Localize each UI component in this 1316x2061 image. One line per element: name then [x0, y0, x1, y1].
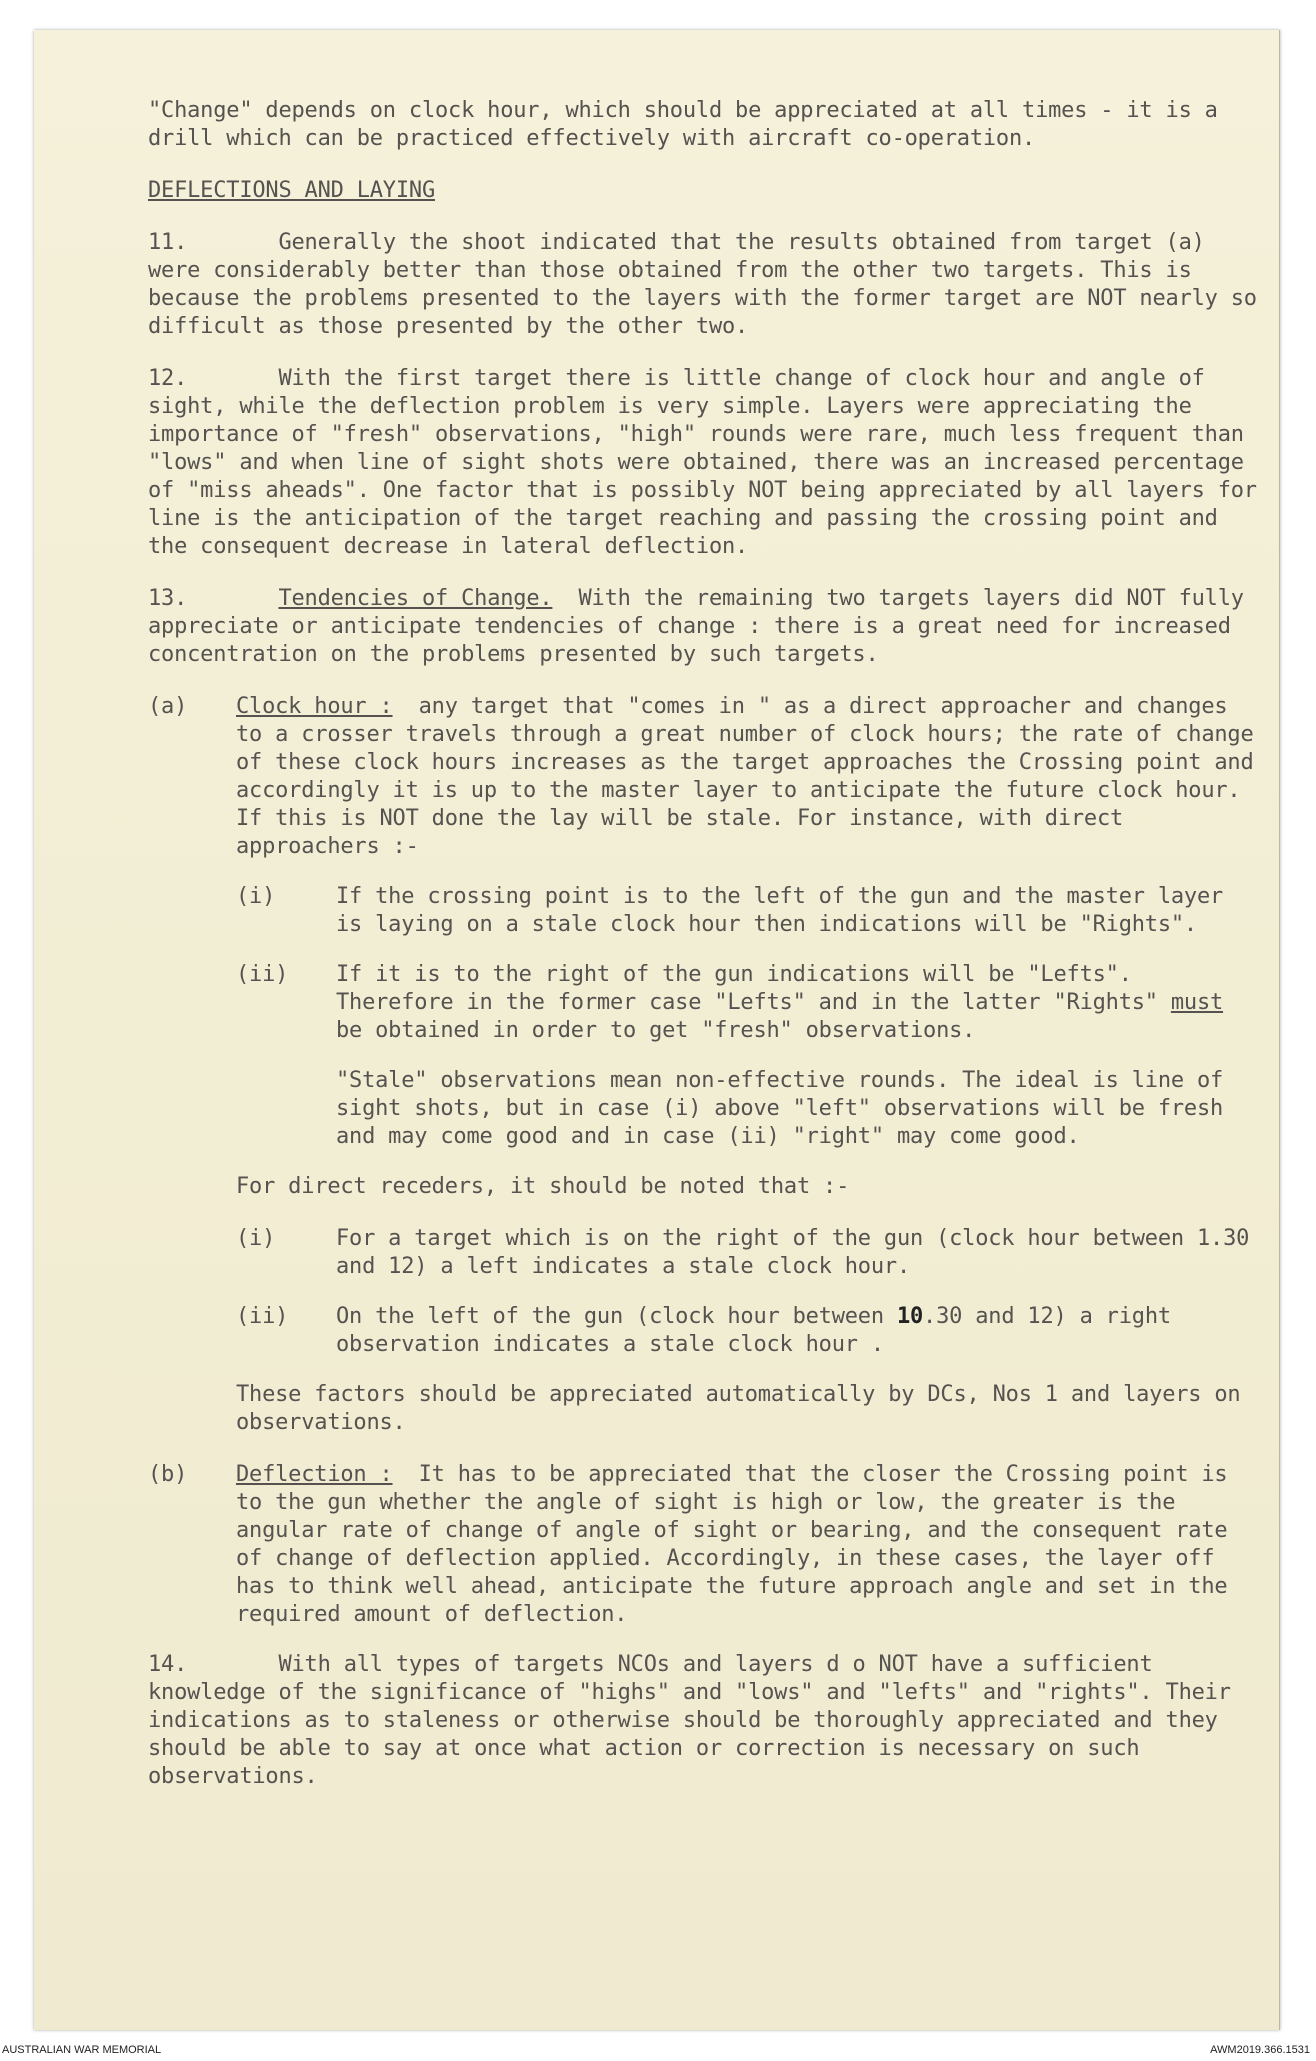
item-body [236, 693, 1258, 861]
item-text-post: .30 and 12) a right observation indicates a stale clock hour . [336, 1304, 1171, 1357]
item-text: For a target which is on the right of the gun (clock hour between 1.30 and 12) a left indicates a stale clock hour. [336, 1226, 1250, 1279]
footer-left: AUSTRALIAN WAR MEMORIAL [2, 2044, 162, 2056]
item-label: (a) [148, 694, 188, 719]
receder-i [236, 1225, 1258, 1281]
receders-intro: For direct receders, it should be noted that :- [236, 1174, 850, 1199]
item-a-i [236, 883, 1258, 939]
item-text-pre: On the left of the gun (clock hour between [336, 1304, 884, 1329]
item-title: Clock hour : [236, 694, 393, 719]
paragraph-number: 14. [148, 1652, 188, 1677]
intro-paragraph: "Change" depends on clock hour, which should be appreciated at all times - it is a drill which can be practiced effectively with aircraft co-operation. [148, 98, 1218, 151]
paragraph-text: With all types of targets NCOs and layers d o NOT have a sufficient knowledge of the significance of "highs" and "lows" and "lefts" and "rights". Their indications as to staleness or otherwise should be thoroughly appreciated and they should be able to say at once what action or correction is necessary on such observations. [148, 1652, 1231, 1789]
stale-note [236, 1067, 1258, 1151]
item-a-ii [236, 961, 1258, 1045]
item-label: (ii) [236, 1304, 289, 1329]
paragraph-number: 12. [148, 366, 188, 391]
item-text-post: be obtained in order to get "fresh" observations. [336, 1018, 976, 1043]
section-heading: DEFLECTIONS AND LAYING [148, 178, 435, 203]
emphasis-must: must [1170, 990, 1224, 1015]
item-a [148, 693, 1258, 861]
handwritten-correction: 10 [896, 1304, 924, 1329]
item-body [336, 1303, 1258, 1359]
paragraph-12 [148, 365, 1258, 561]
paragraph-text: Generally the shoot indicated that the results obtained from target (a) were considerably better than those obtained from the other two targets. This is because the problems presented to the layers with the former target are NOT nearly so difficult as those presented by the other two. [148, 230, 1257, 339]
item-label: (b) [148, 1462, 188, 1487]
paragraph-13 [148, 585, 1258, 669]
receder-ii [236, 1303, 1258, 1359]
paragraph-text: With the first target there is little change of clock hour and angle of sight, while the deflection problem is very simple. Layers were appreciating the importance of "fresh" observations, "high" rounds were rare, much less frequent than "lows" and when line of sight shots were obtained, there was an increased percentage of "miss aheads". One factor that is possibly NOT being appreciated by all layers for line is the anticipation of the target reaching and passing the crossing point and the consequent decrease in lateral deflection. [148, 366, 1257, 559]
paragraph-text: With the remaining two targets layers did NOT fully appreciate or anticipate tendencies of change : there is a great need for increased concentration on the problems presented by such targets. [148, 586, 1244, 667]
item-text-pre: If it is to the right of the gun indications will be "Lefts". Therefore in the former case "Lefts" and in the latter "Rights" [336, 962, 1158, 1015]
document-text [148, 97, 1258, 1815]
footer-right: AWM2019.366.1531 [1210, 2044, 1310, 2056]
item-body [336, 961, 1258, 1045]
item-body [236, 1461, 1258, 1629]
stale-text: "Stale" observations mean non-effective rounds. The ideal is line of sight shots, but in case (i) above "left" observations will be fresh and may come good and in case (ii) "right" may come good. [336, 1068, 1224, 1149]
paragraph-11 [148, 229, 1258, 341]
item-label: (ii) [236, 962, 289, 987]
factors-note: These factors should be appreciated automatically by DCs, Nos 1 and layers on observations. [236, 1382, 1241, 1435]
item-title: Deflection : [236, 1462, 393, 1487]
item-text: any target that "comes in " as a direct approacher and changes to a crosser travels through a great number of clock hours; the rate of change of these clock hours increases as the target approaches the Crossing point and accordingly it is up to the master layer to anticipate the future clock hour. If this is NOT done the lay will be stale. For instance, with direct approachers :- [236, 694, 1254, 859]
item-label: (i) [236, 1226, 276, 1251]
paragraph-title: Tendencies of Change. [278, 586, 553, 611]
item-text: If the crossing point is to the left of the gun and the master layer is laying on a stale clock hour then indications will be "Rights". [336, 884, 1224, 937]
paragraph-14 [148, 1651, 1258, 1791]
paragraph-number: 11. [148, 230, 188, 255]
item-label: (i) [236, 884, 276, 909]
item-text: It has to be appreciated that the closer the Crossing point is to the gun whether the angle of sight is high or low, the greater is the angular rate of change of angle of sight or bearing, and the consequent rate of change of deflection applied. Accordingly, in these cases, the layer off has to think well ahead, anticipate the future approach angle and set in the required amount of deflection. [236, 1462, 1228, 1627]
paragraph-number: 13. [148, 586, 188, 611]
item-b [148, 1461, 1258, 1629]
